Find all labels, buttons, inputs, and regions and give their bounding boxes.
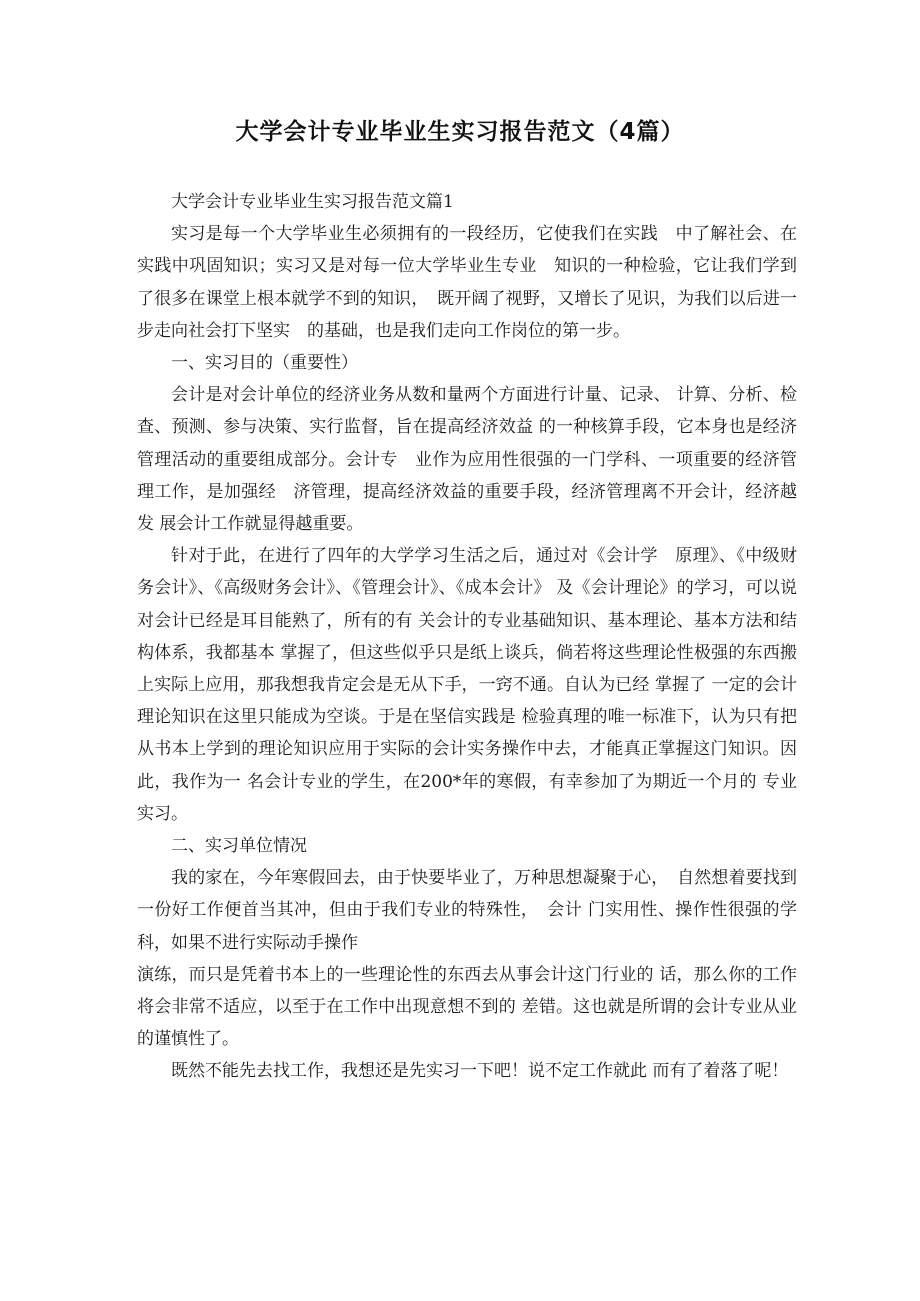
body-paragraph: 会计是对会计单位的经济业务从数和量两个方面进行计量、记录、 计算、分析、检查、预测、参与决策、实行监督，旨在提高经济效益 的一种核算手段，它本身也是经济管理活动的重要组成部分。会计专 业作为应用性很强的一门学科、一项重要的经济管理工作，是加强经 济管理，提高经济效益的重要手段，经济管理离不开会计，经济越发 展会计工作就显得越重要。 [137,385,797,535]
body-paragraph: 我的家在，今年寒假回去，由于快要毕业了，万种思想凝聚于心， 自然想着要找到一份好工作便首当其冲，但由于我们专业的特殊性， 会计 门实用性、操作性很强的学科，如果不进行实际动手操作 [137,868,797,953]
body-paragraph-continuation: 演练，而只是凭着书本上的一些理论性的东西去从事会计这门行业的 话，那么你的工作将会非常不适应，以至于在工作中出现意想不到的 差错。这也就是所谓的会计专业从业的谨慎性了。 [137,964,797,1050]
body-paragraph: 实习是每一个大学毕业生必须拥有的一段经历，它使我们在实践 中了解社会、在实践中巩固知识；实习又是对每一位大学毕业生专业 知识的一种检验，它让我们学到了很多在课堂上根本就学不到的知识， 既开阔了视野，又增长了见识，为我们以后进一步走向社会打下坚实 的基础，也是我们走向工作岗位的第一步。 [137,224,797,341]
body-paragraph: 针对于此，在进行了四年的大学学习生活之后，通过对《会计学 原理》、《中级财务会计》、《高级财务会计》、《管理会计》、《成本会计》 及《会计理论》的学习，可以说对会计已经是耳目能熟了，所有的有 关会计的专业基础知识、基本理论、基本方法和结构体系，我都基本 掌握了，但这些似乎只是纸上谈兵，倘若将这些理论性极强的东西搬 上实际上应用，那我想我肯定会是无从下手，一窍不通。自认为已经 掌握了 一定的会计理论知识在这里只能成为空谈。于是在坚信实践是 检验真理的唯一标准下，认为只有把从书本上学到的理论知识应用于实际的会计实务操作中去，才能真正掌握这门知识。因此，我作为一 名会计专业的学生，在200*年的寒假，有幸参加了为期近一个月的 专业实习。 [137,546,797,824]
document-title: 大学会计专业毕业生实习报告范文（4篇） [235,119,685,145]
body-paragraph: 既然不能先去找工作，我想还是先实习一下吧！说不定工作就此 而有了着落了呢！ [171,1061,789,1082]
section-heading: 一、实习目的（重要性） [171,353,358,374]
section-heading: 二、实习单位情况 [171,836,307,857]
section-heading: 大学会计专业毕业生实习报告范文篇1 [171,192,454,212]
document-body [137,186,797,1088]
